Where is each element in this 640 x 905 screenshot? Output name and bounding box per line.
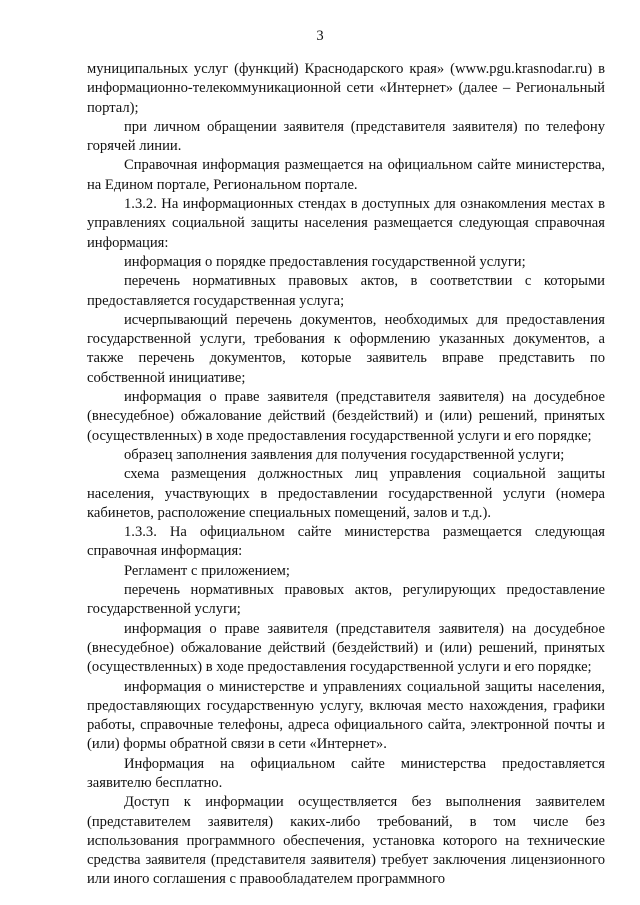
paragraph: Справочная информация размещается на официальном сайте министерства, на Едином портале, Региональном портале. (87, 157, 605, 193)
paragraph: муниципальных услуг (функций) Краснодарского края» (www.pgu.krasnodar.ru) в информационно-телекоммуникационной сети «Интернет» (далее – Региональный портал); (87, 61, 605, 116)
list-item: информация о праве заявителя (представителя заявителя) на досудебное (внесудебное) обжалование действий (бездействий) и (или) решений, принятых (осуществленных) в ходе предоставления государственной услуги и его порядке; (87, 620, 605, 676)
list-item: информация о порядке предоставления государственной услуги; (124, 253, 526, 270)
section-paragraph: 1.3.3. На официальном сайте министерства размещается следующая справочная информация: (87, 524, 605, 560)
list-item: информация о праве заявителя (представителя заявителя) на досудебное (внесудебное) обжалование действий (бездействий) и (или) решений, принятых (осуществленных) в ходе предоставления государственной услуги и его порядке; (87, 389, 605, 444)
section-paragraph: 1.3.2. На информационных стендах в доступных для ознакомления местах в управлениях социальной защиты населения размещается следующая справочная информация: (87, 196, 605, 251)
paragraph: Информация на официальном сайте министерства предоставляется заявителю бесплатно. (87, 755, 605, 791)
paragraph: Доступ к информации осуществляется без выполнения заявителем (представителем заявителя) каких-либо требований, в том числе без использования программного обеспечения, установка которого на технические средства заявителя (представителя заявителя) требует заключения лицензионного или иного соглашения с правообладателем программного (87, 794, 605, 888)
list-item: Регламент с приложением; (124, 562, 290, 579)
list-item: информация о министерстве и управлениях социальной защиты населения, предоставляющих государственную услугу, включая место нахождения, графики работы, справочные телефоны, адреса официального сайта, электронной почты и (или) формы обратной связи в сети «Интернет». (87, 678, 605, 753)
page-number: 3 (316, 28, 324, 44)
list-item: образец заполнения заявления для получения государственной услуги; (124, 446, 565, 463)
list-item: перечень нормативных правовых актов, в соответствии с которыми предоставляется государственная услуга; (87, 273, 605, 309)
document-body (87, 60, 605, 890)
list-item: перечень нормативных правовых актов, регулирующих предоставление государственной услуги; (87, 582, 605, 618)
list-item: исчерпывающий перечень документов, необходимых для предоставления государственной услуги, требования к оформлению указанных документов, а также перечень документов, которые заявитель вправе представить по собственной инициативе; (87, 311, 605, 386)
paragraph: при личном обращении заявителя (представителя заявителя) по телефону горячей линии. (87, 118, 605, 155)
list-item: схема размещения должностных лиц управления социальной защиты населения, участвующих в предоставлении государственной услуги (номера кабинетов, расположение специальных помещений, залов и т.д.). (87, 466, 605, 521)
